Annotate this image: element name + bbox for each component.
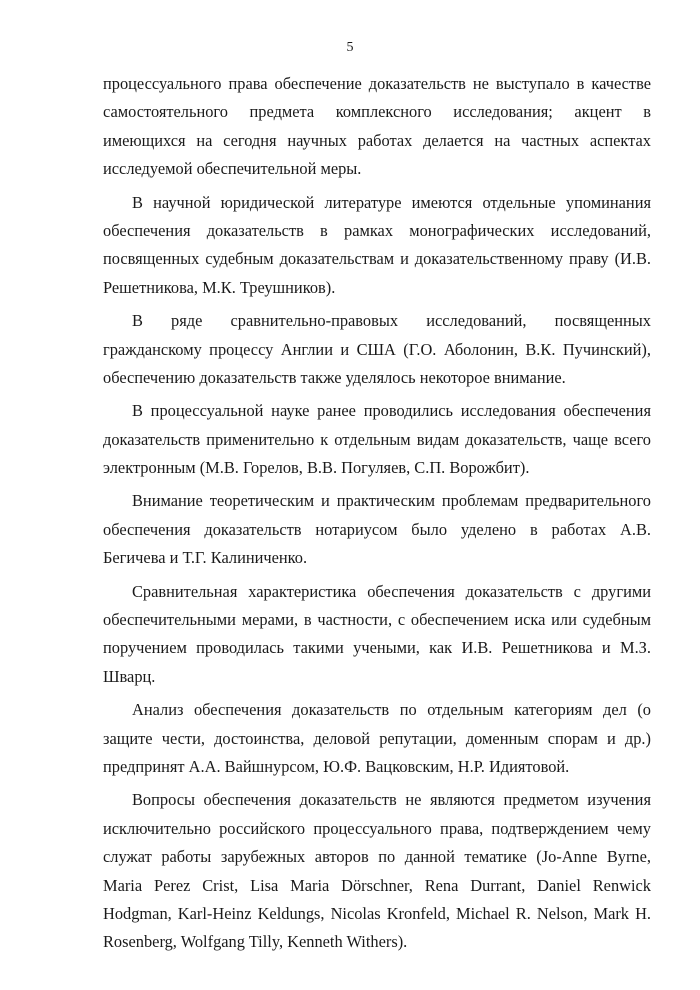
paragraph	[103, 307, 651, 392]
text-line: защите чести, достоинства, деловой репутации, доменным спорам и др.)	[103, 728, 651, 748]
text-line: процессуального права обеспечение доказательств не выступало в качестве	[103, 74, 651, 93]
page-number: 5	[346, 40, 354, 55]
document-body	[103, 70, 651, 962]
text-line: Сравнительная характеристика обеспечения доказательств с другими	[132, 581, 651, 601]
text-line: поручением проводилась такими учеными, как И.В. Решетникова и М.З.	[103, 638, 651, 658]
paragraph	[103, 70, 651, 184]
paragraph	[103, 487, 651, 572]
text-line: предпринят А.А. Вайшнурсом, Ю.Ф. Вацковским, Н.Р. Идиятовой.	[103, 756, 570, 776]
text-line: доказательств применительно к отдельным видам доказательств, чаще всего	[103, 429, 651, 449]
text-line: В научной юридической литературе имеются отдельные упоминания	[132, 192, 651, 212]
text-line: исключительно российского процессуального права, подтверждением чему	[103, 818, 651, 838]
text-line: обеспечению доказательств также уделялось некоторое внимание.	[103, 367, 566, 387]
text-line: Вопросы обеспечения доказательств не являются предметом изучения	[132, 790, 651, 810]
text-line: гражданскому процессу Англии и США (Г.О. Аболонин, В.К. Пучинский),	[103, 339, 651, 359]
text-line: обеспечения доказательств в рамках монографических исследований,	[103, 220, 651, 240]
text-line: Внимание теоретическим и практическим проблемам предварительного	[132, 491, 651, 511]
text-line: Решетникова, М.К. Треушников).	[103, 277, 336, 297]
text-line: Анализ обеспечения доказательств по отдельным категориям дел (о	[132, 700, 651, 720]
text-line: имеющихся на сегодня научных работах делается на частных аспектах	[103, 130, 651, 150]
text-line: обеспечения доказательств нотариусом было уделено в работах А.В.	[103, 519, 651, 539]
text-line: исследуемой обеспечительной меры.	[103, 159, 362, 179]
paragraph	[103, 397, 651, 482]
text-line: служат работы зарубежных авторов по данной тематике (Jo-Anne Byrne,	[103, 847, 651, 867]
text-line: Бегичева и Т.Г. Калиниченко.	[103, 548, 308, 568]
text-line: электронным (М.В. Горелов, В.В. Погуляев, С.П. Ворожбит).	[103, 458, 530, 478]
text-line: В ряде сравнительно-правовых исследований, посвященных	[132, 311, 651, 331]
paragraph	[103, 189, 651, 303]
text-line: самостоятельного предмета комплексного исследования; акцент в	[103, 102, 651, 122]
text-line: обеспечительными мерами, в частности, с обеспечением иска или судебным	[103, 610, 651, 630]
text-line: Hodgman, Karl-Heinz Keldungs, Nicolas Kronfeld, Michael R. Nelson, Mark H.	[103, 903, 651, 923]
paragraph	[103, 578, 651, 692]
text-line: посвященных судебным доказательствам и доказательственному праву (И.В.	[103, 249, 651, 269]
paragraph	[103, 786, 651, 956]
text-line: Шварц.	[103, 666, 156, 686]
paragraph	[103, 696, 651, 781]
text-line: В процессуальной науке ранее проводились исследования обеспечения	[132, 401, 651, 421]
text-line: Maria Perez Crist, Lisa Maria Dörschner, Rena Durrant, Daniel Renwick	[103, 875, 651, 895]
text-line: Rosenberg, Wolfgang Tilly, Kenneth Withers).	[103, 932, 408, 952]
